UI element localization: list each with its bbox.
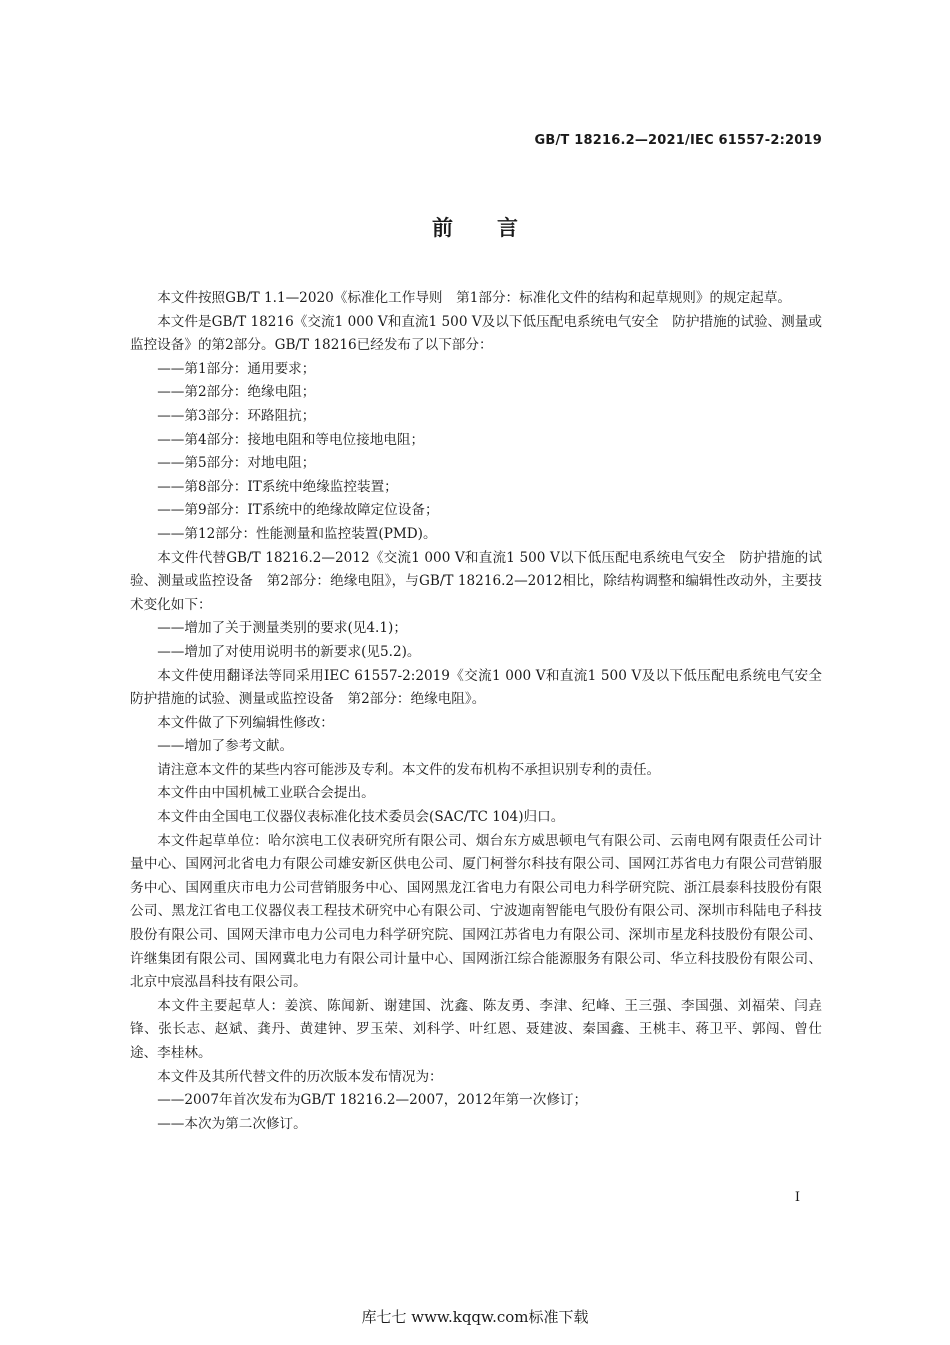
page-title: 前言 (432, 216, 562, 240)
paragraph: 本文件由中国机械工业联合会提出。 (157, 785, 375, 802)
list-item: —— 增加了参考文献。 (157, 735, 822, 759)
list-item: —— 增加了对使用说明书的新要求(见5.2)。 (157, 641, 822, 665)
paragraph: 本文件主要起草人：姜滨、陈闻新、谢建国、沈鑫、陈友勇、李津、纪峰、王三强、李国强、刘福荣、闫垚锋、张长志、赵斌、龚丹、黄建钟、罗玉荣、刘科学、叶红恩、聂建波、秦国鑫、王桃丰、蒋卫平、郭闯、曾仕途、李桂林。 (130, 997, 822, 1061)
paragraph: 本文件是GB/T 18216《交流1 000 V和直流1 500 V及以下低压配电系统电气安全 防护措施的试验、测量或监控设备》的第2部分。GB/T 18216已经发布了以下部分： (130, 313, 822, 354)
paragraph: 本文件按照GB/T 1.1—2020《标准化工作导则 第1部分：标准化文件的结构和起草规则》的规定起草。 (157, 290, 792, 306)
list-item: —— 第1部分：通用要求； (157, 358, 822, 382)
paragraph: 本文件及其所代替文件的历次版本发布情况为： (157, 1068, 443, 1085)
paragraph: 本文件由全国电工仪器仪表标准化技术委员会(SAC/TC 104)归口。 (157, 809, 565, 826)
paragraph: 本文件做了下列编辑性修改： (157, 714, 334, 731)
paragraph: 本文件起草单位：哈尔滨电工仪表研究所有限公司、烟台东方威思顿电气有限公司、云南电网有限责任公司计量中心、国网河北省电力有限公司雄安新区供电公司、厦门柯誉尔科技有限公司、国网江苏省电力有限公司营销服务中心、国网重庆市电力公司营销服务中心、国网黑龙江省电力有限公司电力科学研究院、浙江晨泰科技股份有限公司、黑龙江省电工仪器仪表工程技术研究中心有限公司、宁波迦南智能电气股份有限公司、深圳市科陆电子科技股份有限公司、国网天津市电力公司电力科学研究院、国网江苏省电力有限公司、深圳市星龙科技股份有限公司、许继集团有限公司、国网冀北电力有限公司计量中心、国网浙江综合能源服务有限公司、华立科技股份有限公司、北京中宸泓昌科技有限公司。 (130, 832, 822, 991)
list-item: —— 第12部分：性能测量和监控装置(PMD)。 (157, 523, 822, 547)
list-item: —— 第3部分：环路阻抗； (157, 405, 822, 429)
foreword-body (130, 287, 836, 1136)
list-item: —— 第9部分：IT系统中的绝缘故障定位设备； (157, 499, 822, 523)
list-item: —— 第8部分：IT系统中绝缘监控装置； (157, 476, 822, 500)
paragraph: 本文件使用翻译法等同采用IEC 61557-2:2019《交流1 000 V和直流1 500 V及以下低压配电系统电气安全 防护措施的试验、测量或监控设备 第2部分：绝缘电阻》。 (130, 667, 836, 708)
paragraph: 本文件代替GB/T 18216.2—2012《交流1 000 V和直流1 500 V以下低压配电系统电气安全 防护措施的试验、测量或监控设备 第2部分：绝缘电阻》，与GB/T 18216.2—2012相比，除结构调整和编辑性改动外，主要技术变化如下： (130, 549, 822, 613)
list-item: —— 第2部分：绝缘电阻； (157, 381, 822, 405)
list-item: —— 增加了关于测量类别的要求(见4.1)； (157, 617, 822, 641)
footer-watermark: 库七七 www.kqqw.com标准下载 (361, 1308, 589, 1326)
list-item: —— 第5部分：对地电阻； (157, 452, 822, 476)
standard-code: GB/T 18216.2—2021/IEC 61557-2:2019 (534, 133, 822, 148)
paragraph: 请注意本文件的某些内容可能涉及专利。本文件的发布机构不承担识别专利的责任。 (157, 761, 661, 778)
list-item: —— 2007年首次发布为GB/T 18216.2—2007，2012年第一次修订； (157, 1089, 822, 1113)
list-item: —— 本次为第二次修订。 (157, 1113, 822, 1137)
list-item: —— 第4部分：接地电阻和等电位接地电阻； (157, 429, 822, 453)
page-number: Ⅰ (794, 1190, 800, 1205)
